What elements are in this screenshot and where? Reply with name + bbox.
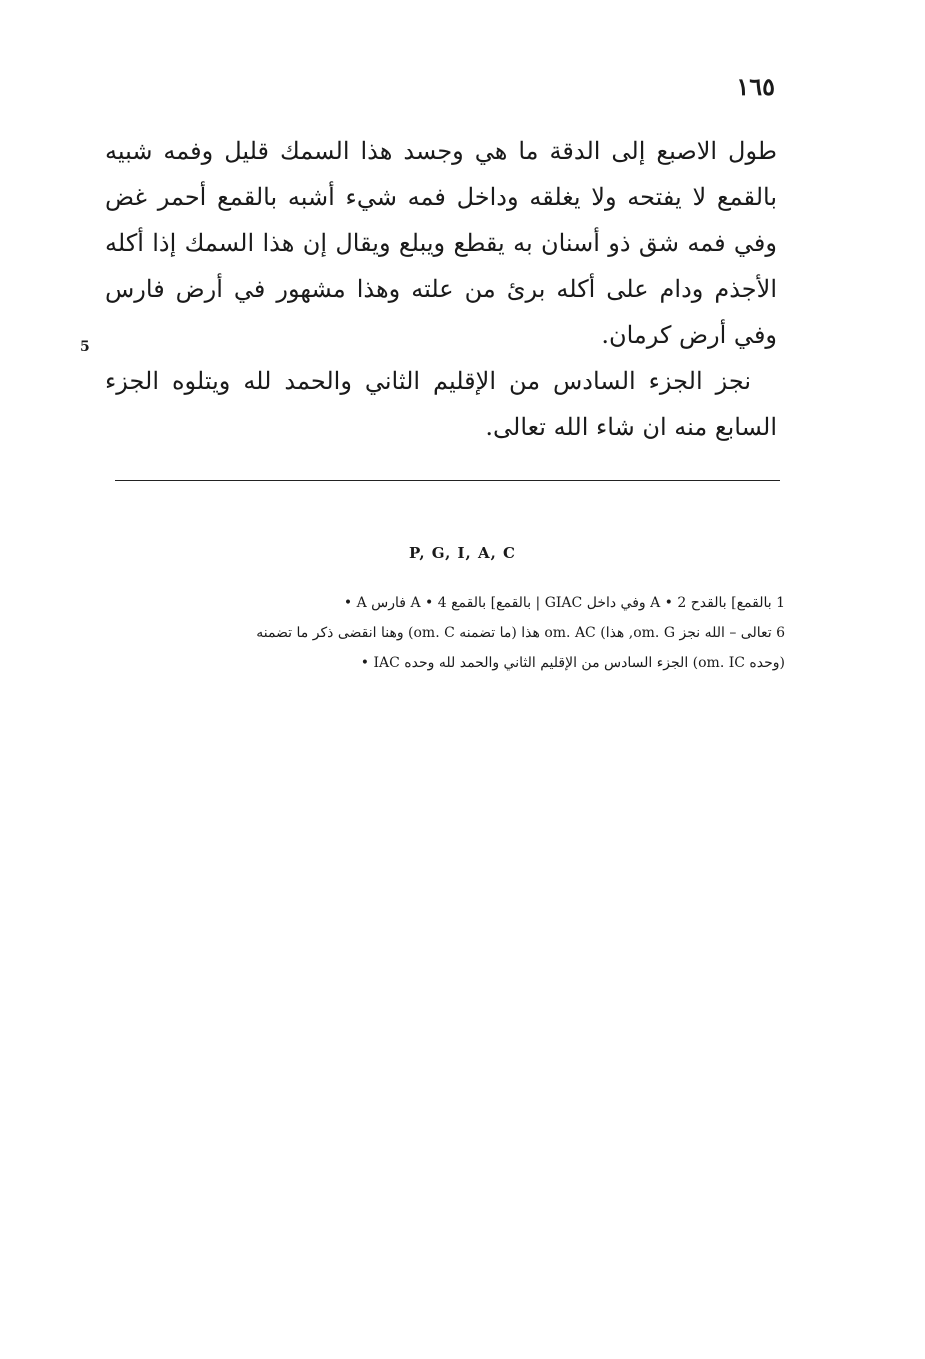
page-number: ١٦٥ — [736, 72, 775, 101]
footnote-divider — [115, 480, 780, 481]
colophon-paragraph: نجز الجزء السادس من الإقليم الثاني والحمد لله ويتلوه الجزء السابع منه ان شاء الله تعالى. — [105, 367, 777, 441]
line-number-marker: 5 — [80, 339, 90, 355]
manuscript-sigla: P, G, I, A, C — [409, 544, 516, 562]
main-text — [105, 128, 777, 450]
body-paragraph: طول الاصبع إلى الدقة ما هي وجسد هذا السمك قليل وفمه شبيه بالقمع لا يفتحه ولا يغلقه وداخل فمه شيء أشبه بالقمع أحمر غض وفي فمه شق ذو أسنان به يقطع ويبلع ويقال إن هذا السمك إذا أكله الأجذم ودام على أكله برئ من علته وهذا مشهور في أرض فارس وفي أرض كرمان. — [105, 137, 777, 349]
apparatus-line: 1 بالقمع] بالقدح A • 2 وفي داخل GIAC | بالقمع] بالقمع A • 4 فارس A • — [343, 595, 785, 611]
apparatus-line: 6 تعالى – الله نجز om. G, هذا) om. AC هذا (ما تضمنه om. C) وهنا انقضى ذكر ما تضمنه — [256, 625, 785, 641]
critical-apparatus — [115, 588, 785, 678]
apparatus-line: (وحده om. IC) الجزء السادس من الإقليم الثاني والحمد لله وحده IAC • — [360, 655, 785, 671]
